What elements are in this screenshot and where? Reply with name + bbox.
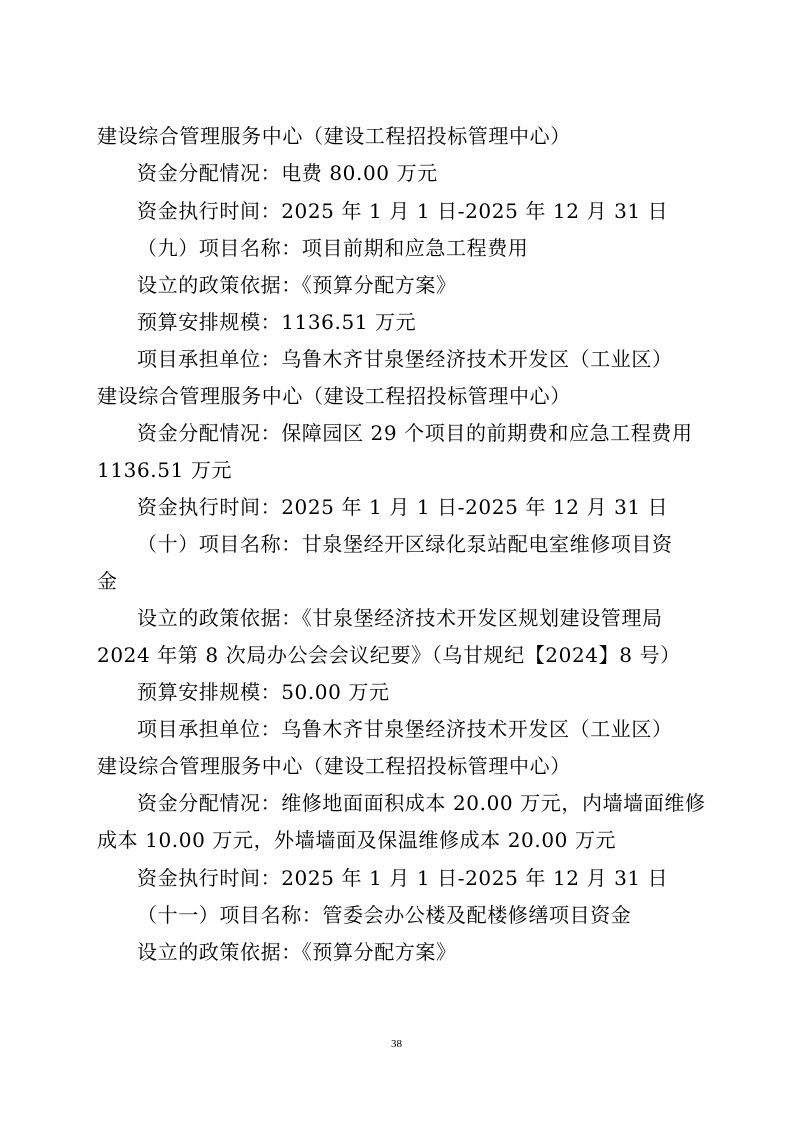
- page-number: 38: [391, 1038, 402, 1050]
- text-line: 1136.51 万元: [97, 458, 233, 482]
- text-line: 设立的政策依据：《预算分配方案》: [137, 273, 457, 297]
- text-line: 资金分配情况：电费 80.00 万元: [137, 161, 438, 185]
- text-line: 成本 10.00 万元，外墙墙面及保温维修成本 20.00 万元: [97, 828, 617, 852]
- section-heading: （十一）项目名称：管委会办公楼及配楼修缮项目资金: [137, 903, 632, 927]
- text-line: 预算安排规模：1136.51 万元: [137, 310, 417, 334]
- section-heading: （十）项目名称：甘泉堡经开区绿化泵站配电室维修项目资: [137, 532, 673, 556]
- text-line: 资金执行时间：2025 年 1 月 1 日-2025 年 12 月 31 日: [137, 199, 669, 223]
- text-line: 设立的政策依据：《预算分配方案》: [137, 940, 457, 964]
- text-line: 资金分配情况：维修地面面积成本 20.00 万元，内墙墙面维修: [137, 791, 706, 815]
- text-line: 资金分配情况：保障园区 29 个项目的前期费和应急工程费用: [137, 421, 693, 445]
- text-line: 资金执行时间：2025 年 1 月 1 日-2025 年 12 月 31 日: [137, 866, 669, 890]
- text-line: 项目承担单位：乌鲁木齐甘泉堡经济技术开发区（工业区）: [137, 717, 673, 741]
- text-line: 项目承担单位：乌鲁木齐甘泉堡经济技术开发区（工业区）: [137, 347, 673, 371]
- text-line: 建设综合管理服务中心（建设工程招投标管理中心）: [97, 384, 571, 408]
- text-line: 建设综合管理服务中心（建设工程招投标管理中心）: [97, 124, 571, 148]
- text-line: 预算安排规模：50.00 万元: [137, 680, 390, 704]
- text-line: 建设综合管理服务中心（建设工程招投标管理中心）: [97, 754, 571, 778]
- text-line: 资金执行时间：2025 年 1 月 1 日-2025 年 12 月 31 日: [137, 495, 669, 519]
- section-heading: （九）项目名称：项目前期和应急工程费用: [137, 236, 529, 260]
- text-line: 金: [97, 569, 118, 593]
- text-line: 设立的政策依据：《甘泉堡经济技术开发区规划建设管理局: [137, 606, 663, 630]
- text-line: 2024 年第 8 次局办公会会议纪要》（乌甘规纪【2024】8 号）: [97, 643, 681, 667]
